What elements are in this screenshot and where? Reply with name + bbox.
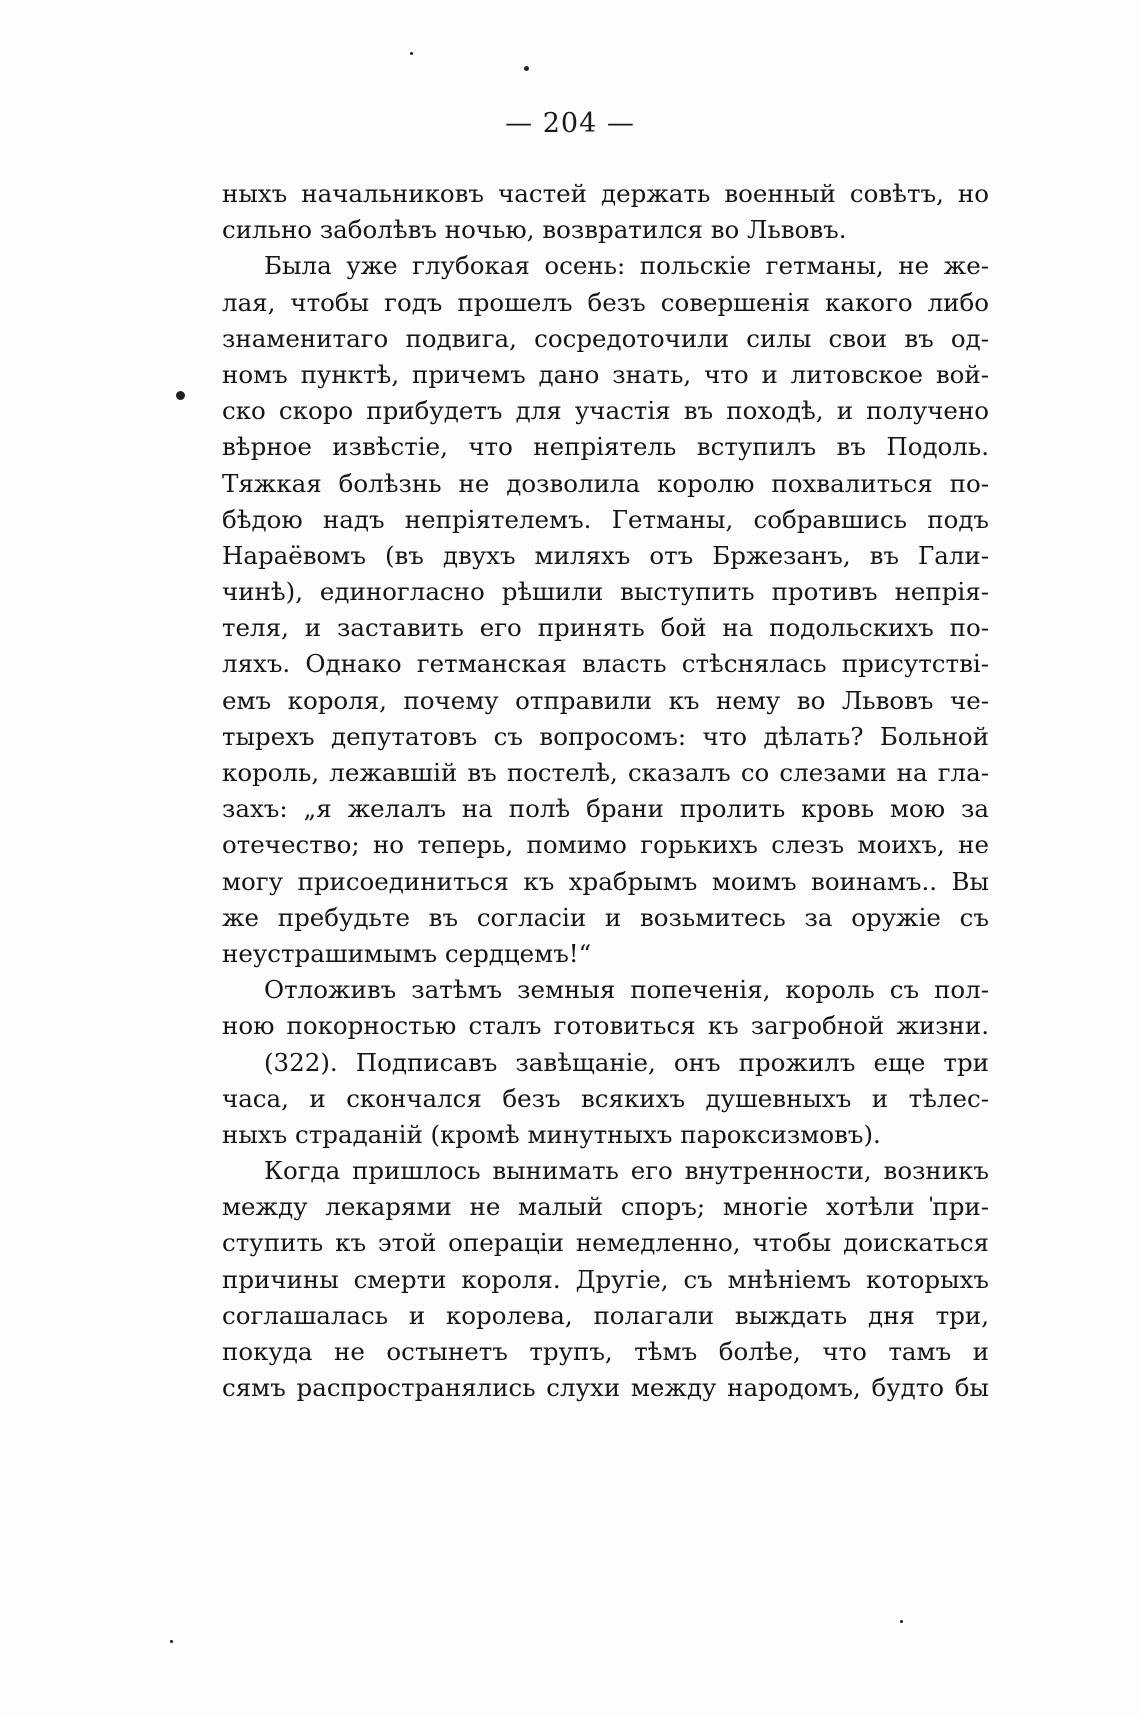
text-line: причины смерти короля. Другіе, съ мнѣніемъ которыхъ <box>222 1264 989 1294</box>
text-line: ско скоро прибудетъ для участія въ походѣ, и получено <box>222 396 989 426</box>
text-line: захъ: „я желалъ на полѣ брани пролить кровь мою за <box>222 794 989 824</box>
text-line: сильно заболѣвъ ночью, возвратился во Львовъ. <box>222 215 847 245</box>
text-line: отечество; но теперь, помимо горькихъ слезъ моихъ, не <box>222 830 989 860</box>
text-line: же пребудьте въ согласіи и возьмитесь за оружіе съ <box>222 902 989 932</box>
ink-speck <box>900 1620 903 1623</box>
text-line: Нараёвомъ (въ двухъ миляхъ отъ Бржезанъ, въ Гали- <box>222 540 989 570</box>
text-line: Когда пришлось вынимать его внутренности, возникъ <box>264 1156 989 1186</box>
text-line: Была уже глубокая осень: польскіе гетманы, не же- <box>264 251 989 281</box>
text-line: ляхъ. Однако гетманская власть стѣснялась присутствi- <box>222 649 989 679</box>
text-line: покуда не остынетъ трупъ, тѣмъ болѣе, что тамъ и <box>222 1337 989 1366</box>
text-line: (322). Подписавъ завѣщаніе, онъ прожилъ еще три <box>264 1047 989 1077</box>
text-line: Тяжкая болѣзнь не дозволила королю похвалиться по- <box>222 468 989 498</box>
ink-speck <box>170 1640 173 1643</box>
text-line: вѣрное извѣстіе, что непріятель вступилъ въ Подоль. <box>222 432 989 462</box>
text-line: сямъ распространялись слухи между народомъ, будто бы <box>222 1373 989 1403</box>
text-line: знаменитаго подвига, сосредоточили силы свои въ од- <box>222 323 989 353</box>
text-line: тырехъ депутатовъ съ вопросомъ: что дѣлать? Больной <box>222 721 989 751</box>
text-line: чинѣ), единогласно рѣшили выступить противъ непрія- <box>222 577 989 607</box>
text-line: бѣдою надъ непріятелемъ. Гетманы, собравшись подъ <box>222 504 989 534</box>
text-line: часа, и скончался безъ всякихъ душевныхъ и тѣлес- <box>222 1083 989 1113</box>
text-line: емъ короля, почему отправили къ нему во Львовъ че- <box>222 685 989 715</box>
text-line: ступить къ этой операціи немедленно, чтобы доискаться <box>222 1228 989 1258</box>
body-text <box>222 176 989 1406</box>
text-line: между лекарями не малый споръ; многіе хотѣли при- <box>222 1192 989 1222</box>
page-number: — 204 — <box>505 108 635 139</box>
text-line: неустрашимымъ сердцемъ!“ <box>222 938 592 968</box>
text-line: соглашалась и королева, полагали выждать дня три, <box>222 1300 989 1330</box>
text-line: лая, чтобы годъ прошелъ безъ совершенія какого либо <box>222 287 989 317</box>
ink-speck <box>410 52 413 55</box>
text-line: номъ пунктѣ, причемъ дано знать, что и литовское вой- <box>222 359 989 389</box>
text-line: король, лежавшій въ постелѣ, сказалъ со слезами на гла- <box>222 758 989 787</box>
margin-bullet <box>176 391 185 400</box>
ink-speck <box>524 66 529 71</box>
text-line: теля, и заставить его принять бой на подольскихъ по- <box>222 613 989 643</box>
text-line: ныхъ начальниковъ частей держать военный совѣтъ, но <box>222 179 989 208</box>
text-line: Отложивъ затѣмъ земныя попеченія, король съ пол- <box>264 975 989 1005</box>
text-line: ною покорностью сталъ готовиться къ загробной жизни. <box>222 1011 989 1041</box>
text-line: могу присоединиться къ храбрымъ моимъ воинамъ.. Вы <box>222 866 989 896</box>
text-line: ныхъ страданій (кромѣ минутныхъ пароксизмовъ). <box>222 1119 881 1149</box>
